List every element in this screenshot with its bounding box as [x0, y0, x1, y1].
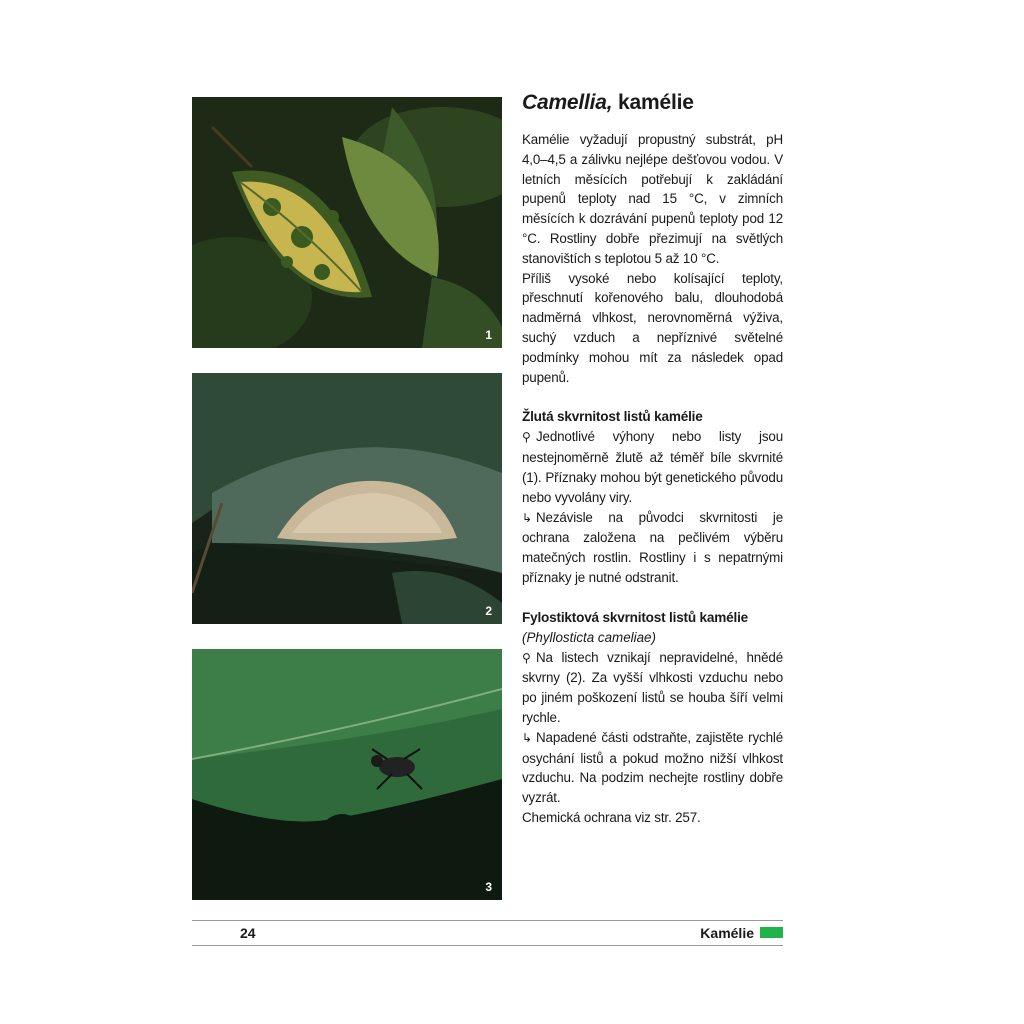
- magnifier-icon: ⚲: [522, 430, 531, 445]
- title-common: kamélie: [612, 91, 694, 114]
- arrow-icon: ↳: [522, 730, 532, 745]
- intro-paragraph-1: Kamélie vyžadují propustný substrát, pH 4,0–4,5 a zálivku nejlépe dešťovou vodou. V letních měsících potřebují k zakládání pupenů teploty nad 15 °C, v zimních měsících k dozrávání pupenů teploty pod 12 °C. Rostliny dobře přezimují na světlých stanovištích s teplotou 5 až 10 °C.: [522, 132, 783, 266]
- article: [522, 88, 783, 828]
- photo-number: 1: [485, 328, 492, 342]
- photo-brown-spot-leaf: [192, 373, 502, 624]
- photo-1-image: [192, 97, 502, 348]
- section-heading-phyllosticta: Fylostiktová skvrnitost listů kamélie: [522, 609, 749, 625]
- section-2-treatment: [522, 728, 783, 808]
- photo-2-image: [192, 373, 502, 624]
- photo-yellow-spotted-leaf: [192, 97, 502, 348]
- photo-3-image: [192, 649, 502, 900]
- section-color-tab: [760, 927, 783, 938]
- page-number: 24: [240, 925, 256, 941]
- treatment-text: Napadené části odstraňte, zajistěte rychlé osychání listů a pokud možno nižší vlhkost vzduchu. Na podzim nechejte rostliny dobře vyzrát.: [522, 729, 783, 806]
- chemical-protection-note: Chemická ochrana viz str. 257.: [522, 809, 701, 825]
- symptom-text: Na listech vznikají nepravidelné, hnědé skvrny (2). Za vyšší vlhkosti vzduchu nebo po jiném poškození listů se houba šíří velmi rychle.: [522, 649, 783, 725]
- section-2-symptom: [522, 648, 783, 728]
- page-title: [522, 88, 783, 118]
- section-1-symptom: [522, 427, 783, 507]
- footer-divider-top: [192, 920, 783, 921]
- intro-paragraph-2: Příliš vysoké nebo kolísající teploty, přeschnutí kořenového balu, dlouhodobá nadměrná vlhkost, nerovnoměrná výživa, suchý vzduch a nepříznivé světelné podmínky mohou mít za následek opad pupenů.: [522, 270, 783, 385]
- arrow-icon: ↳: [522, 510, 532, 525]
- section-label: Kamélie: [700, 925, 754, 941]
- section-1-treatment: [522, 508, 783, 588]
- photo-beetle-chewed-leaf: [192, 649, 502, 900]
- magnifier-icon: ⚲: [522, 650, 531, 665]
- photo-number: 3: [485, 880, 492, 894]
- footer-divider-bottom: [192, 945, 783, 946]
- symptom-text: Jednotlivé výhony nebo listy jsou nestejnoměrně žlutě až téměř bíle skvrnité (1). Příznaky mohou být genetického původu nebo vyvolány viry.: [522, 429, 783, 505]
- treatment-text: Nezávisle na původci skvrnitosti je ochrana založena na pečlivém výběru matečných rostlin. Rostliny i s nepatrnými příznaky je nutné odstranit.: [522, 509, 783, 585]
- latin-name: (Phyllosticta cameliae): [522, 629, 656, 645]
- photo-number: 2: [485, 604, 492, 618]
- section-2-latin: [522, 628, 783, 648]
- section-heading-yellow-spot: Žlutá skvrnitost listů kamélie: [522, 409, 703, 425]
- title-latin: Camellia,: [522, 91, 613, 114]
